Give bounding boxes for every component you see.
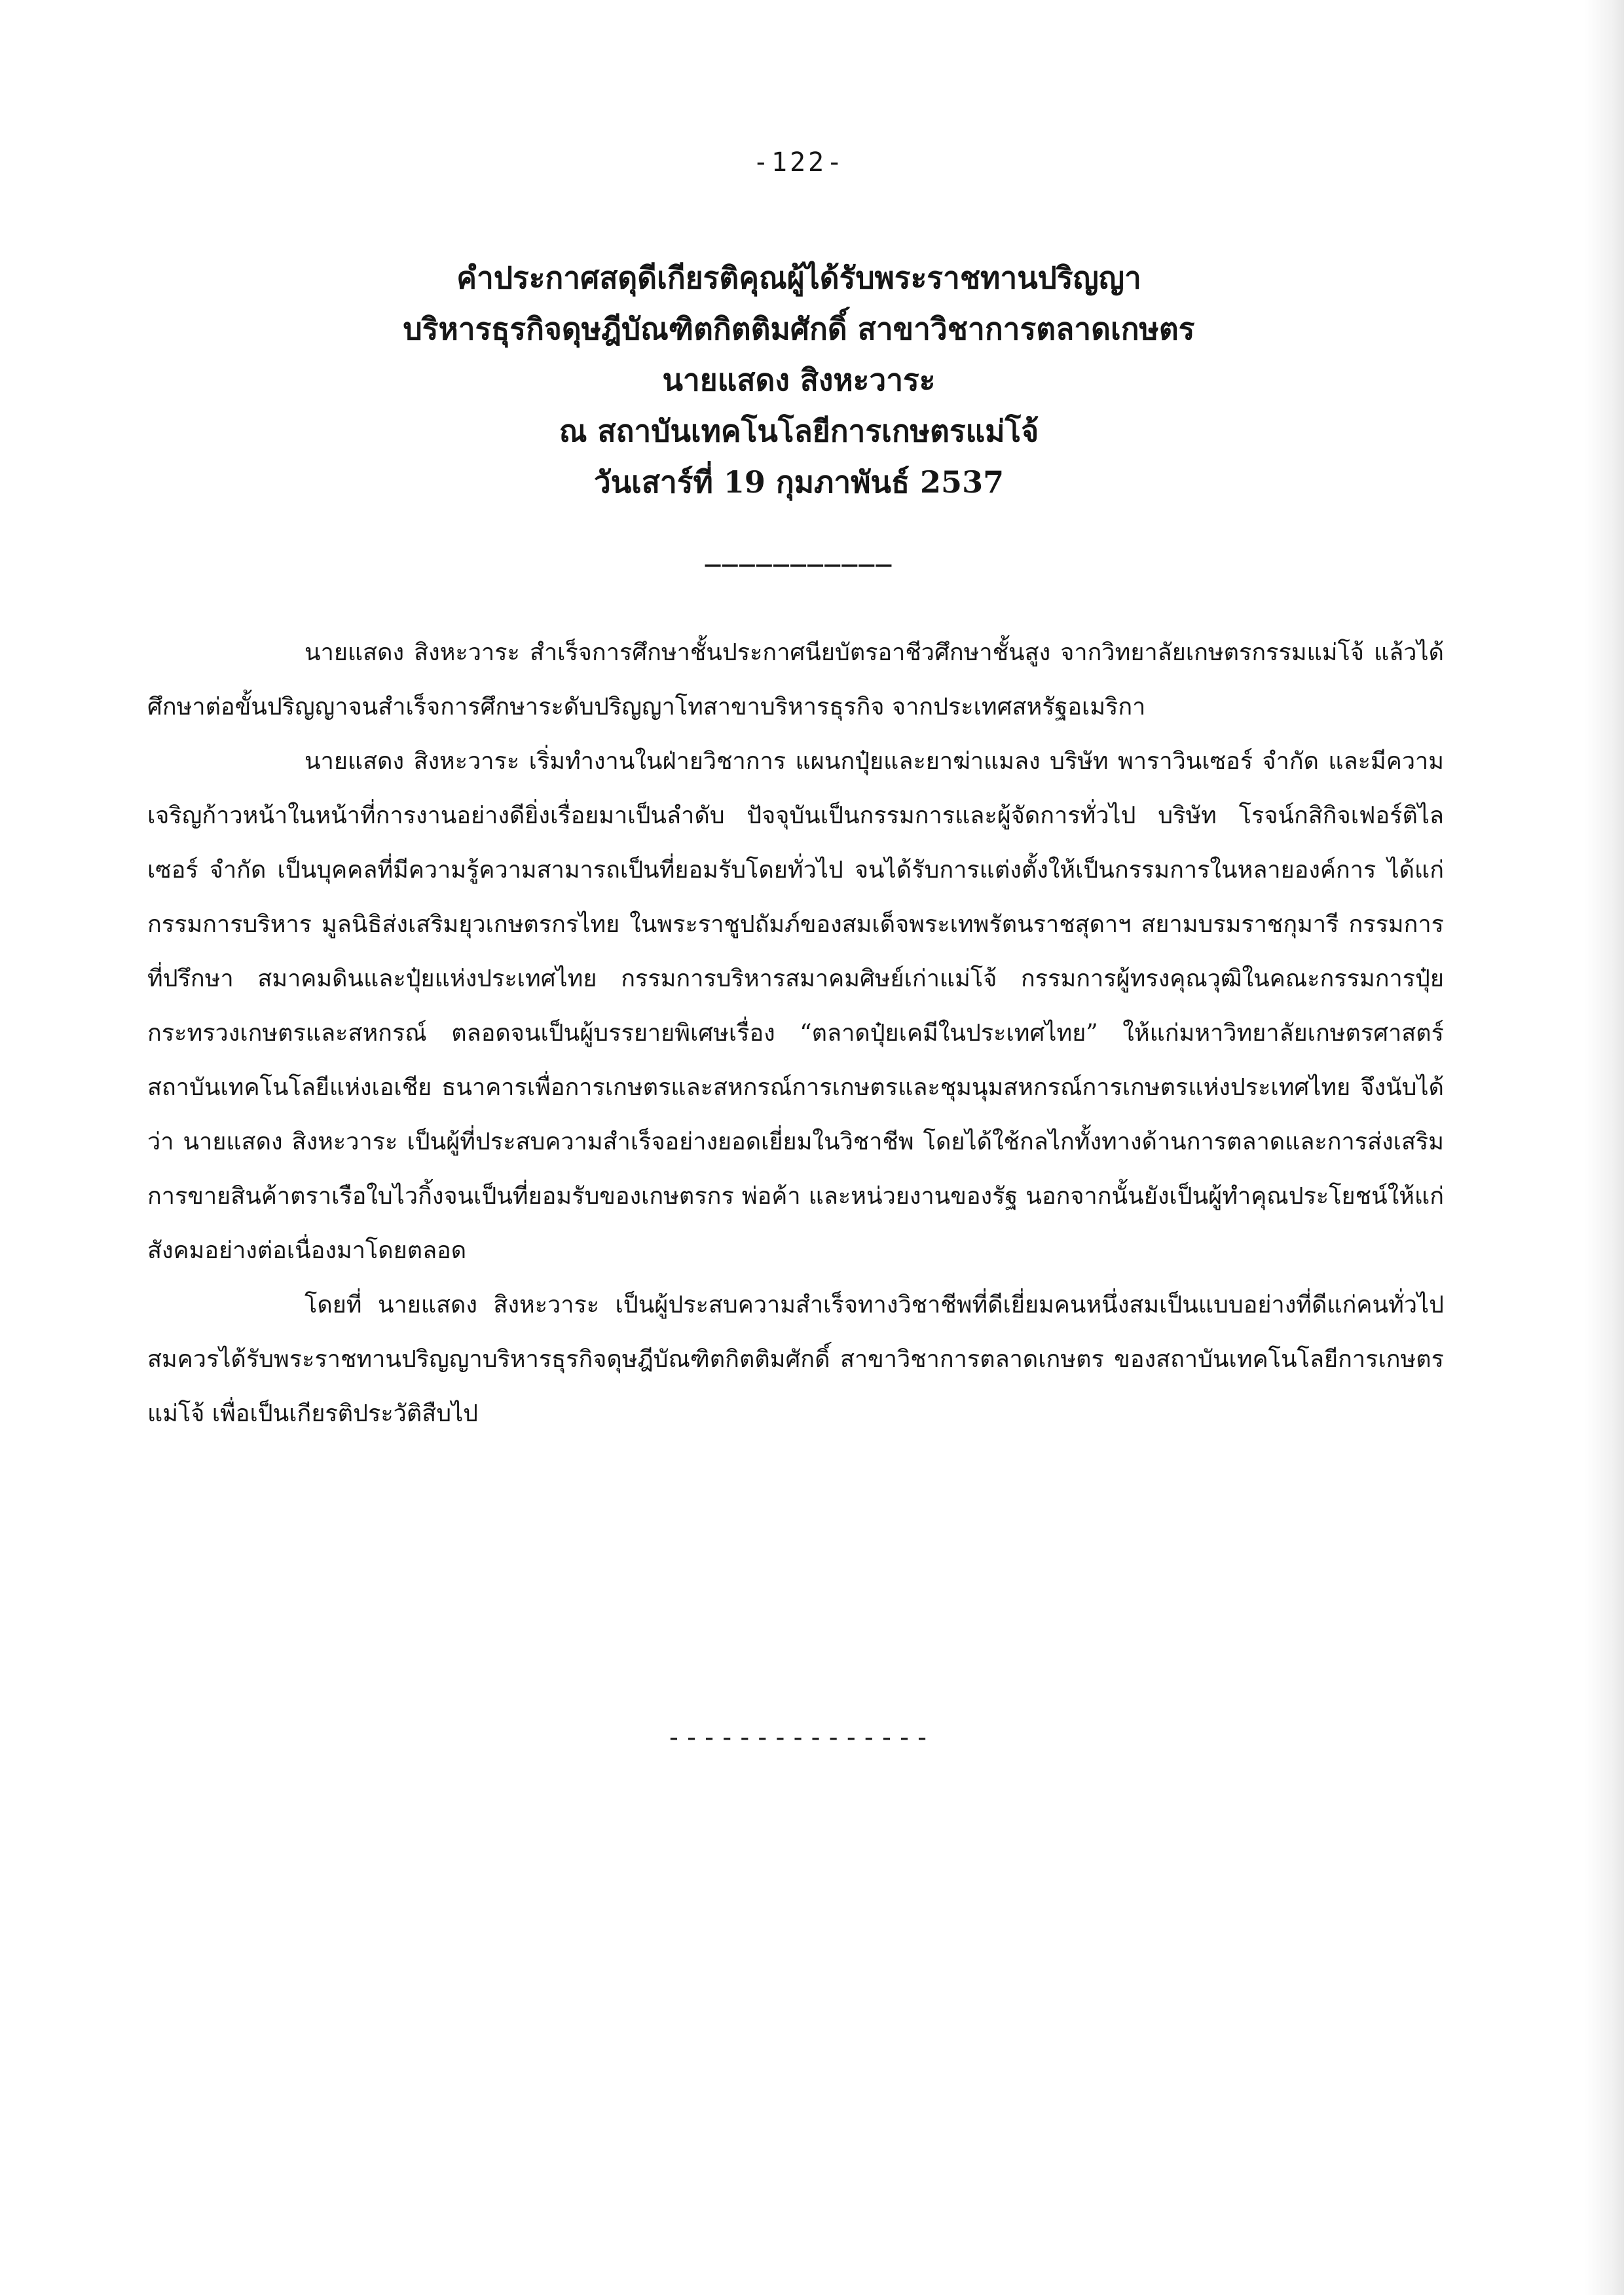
title-degree-line: บริหารธุรกิจดุษฎีบัณฑิตกิตติมศักดิ์ สาขาวิชาการตลาดเกษตร (403, 311, 1195, 346)
title-block (0, 252, 1598, 508)
citation-body (147, 625, 1444, 1441)
title-underline-separator: ___________ (705, 537, 893, 567)
paragraph-education: นายแสดง สิงหะวาระ สำเร็จการศึกษาชั้นประกาศนียบัตรอาชีวศึกษาชั้นสูง จากวิทยาลัยเกษตรกรรมแม่โจ้ แล้วได้ศึกษาต่อขั้นปริญญาจนสำเร็จการศึกษาระดับปริญญาโทสาขาบริหารธุรกิจ จากประเทศสหรัฐอเมริกา (147, 639, 1444, 720)
title-heading-line: คำประกาศสดุดีเกียรติคุณผู้ได้รับพระราชทานปริญญา (456, 260, 1141, 295)
closing-separator: --------------- (665, 1723, 932, 1753)
title-recipient-name: นายแสดง สิงหะวาระ (662, 362, 936, 398)
paragraph-conclusion: โดยที่ นายแสดง สิงหะวาระ เป็นผู้ประสบความสำเร็จทางวิชาชีพที่ดีเยี่ยมคนหนึ่งสมเป็นแบบอย่างที่ดีแก่คนทั่วไป สมควรได้รับพระราชทานปริญญาบริหารธุรกิจดุษฎีบัณฑิตกิตติมศักดิ์ สาขาวิชาการตลาดเกษตร ของสถาบันเทคโนโลยีการเกษตรแม่โจ้ เพื่อเป็นเกียรติประวัติสืบไป (147, 1292, 1444, 1427)
page-number: -122- (752, 147, 845, 177)
paragraph-career: นายแสดง สิงหะวาระ เริ่มทำงานในฝ่ายวิชาการ แผนกปุ๋ยและยาฆ่าแมลง บริษัท พาราวินเซอร์ จำกัด และมีความเจริญก้าวหน้าในหน้าที่การงานอย่างดียิ่งเรื่อยมาเป็นลำดับ ปัจจุบันเป็นกรรมการและผู้จัดการทั่วไป บริษัท โรจน์กสิกิจเฟอร์ติไลเซอร์ จำกัด เป็นบุคคลที่มีความรู้ความสามารถเป็นที่ยอมรับโดยทั่วไป จนได้รับการแต่งตั้งให้เป็นกรรมการในหลายองค์การ ได้แก่ กรรมการบริหาร มูลนิธิส่งเสริมยุวเกษตรกรไทย ในพระราชูปถัมภ์ของสมเด็จพระเทพรัตนราชสุดาฯ สยามบรมราชกุมารี กรรมการที่ปรึกษา สมาคมดินและปุ๋ยแห่งประเทศไทย กรรมการบริหารสมาคมศิษย์เก่าแม่โจ้ กรรมการผู้ทรงคุณวุฒิในคณะกรรมการปุ๋ย กระทรวงเกษตรและสหกรณ์ ตลอดจนเป็นผู้บรรยายพิเศษเรื่อง “ตลาดปุ๋ยเคมีในประเทศไทย” ให้แก่มหาวิทยาลัยเกษตรศาสตร์ สถาบันเทคโนโลยีแห่งเอเชีย ธนาคารเพื่อการเกษตรและสหกรณ์การเกษตรและชุมนุมสหกรณ์การเกษตรแห่งประเทศไทย จึงนับได้ว่า นายแสดง สิงหะวาระ เป็นผู้ที่ประสบความสำเร็จอย่างยอดเยี่ยมในวิชาชีพ โดยได้ใช้กลไกทั้งทางด้านการตลาดและการส่งเสริมการขายสินค้าตราเรือใบไวกิ้งจนเป็นที่ยอมรับของเกษตรกร พ่อค้า และหน่วยงานของรัฐ นอกจากนั้นยังเป็นผู้ทำคุณประโยชน์ให้แก่สังคมอย่างต่อเนื่องมาโดยตลอด (147, 748, 1444, 1264)
title-date: วันเสาร์ที่ 19 กุมภาพันธ์ 2537 (593, 464, 1005, 500)
title-institution: ณ สถาบันเทคโนโลยีการเกษตรแม่โจ้ (559, 413, 1039, 449)
